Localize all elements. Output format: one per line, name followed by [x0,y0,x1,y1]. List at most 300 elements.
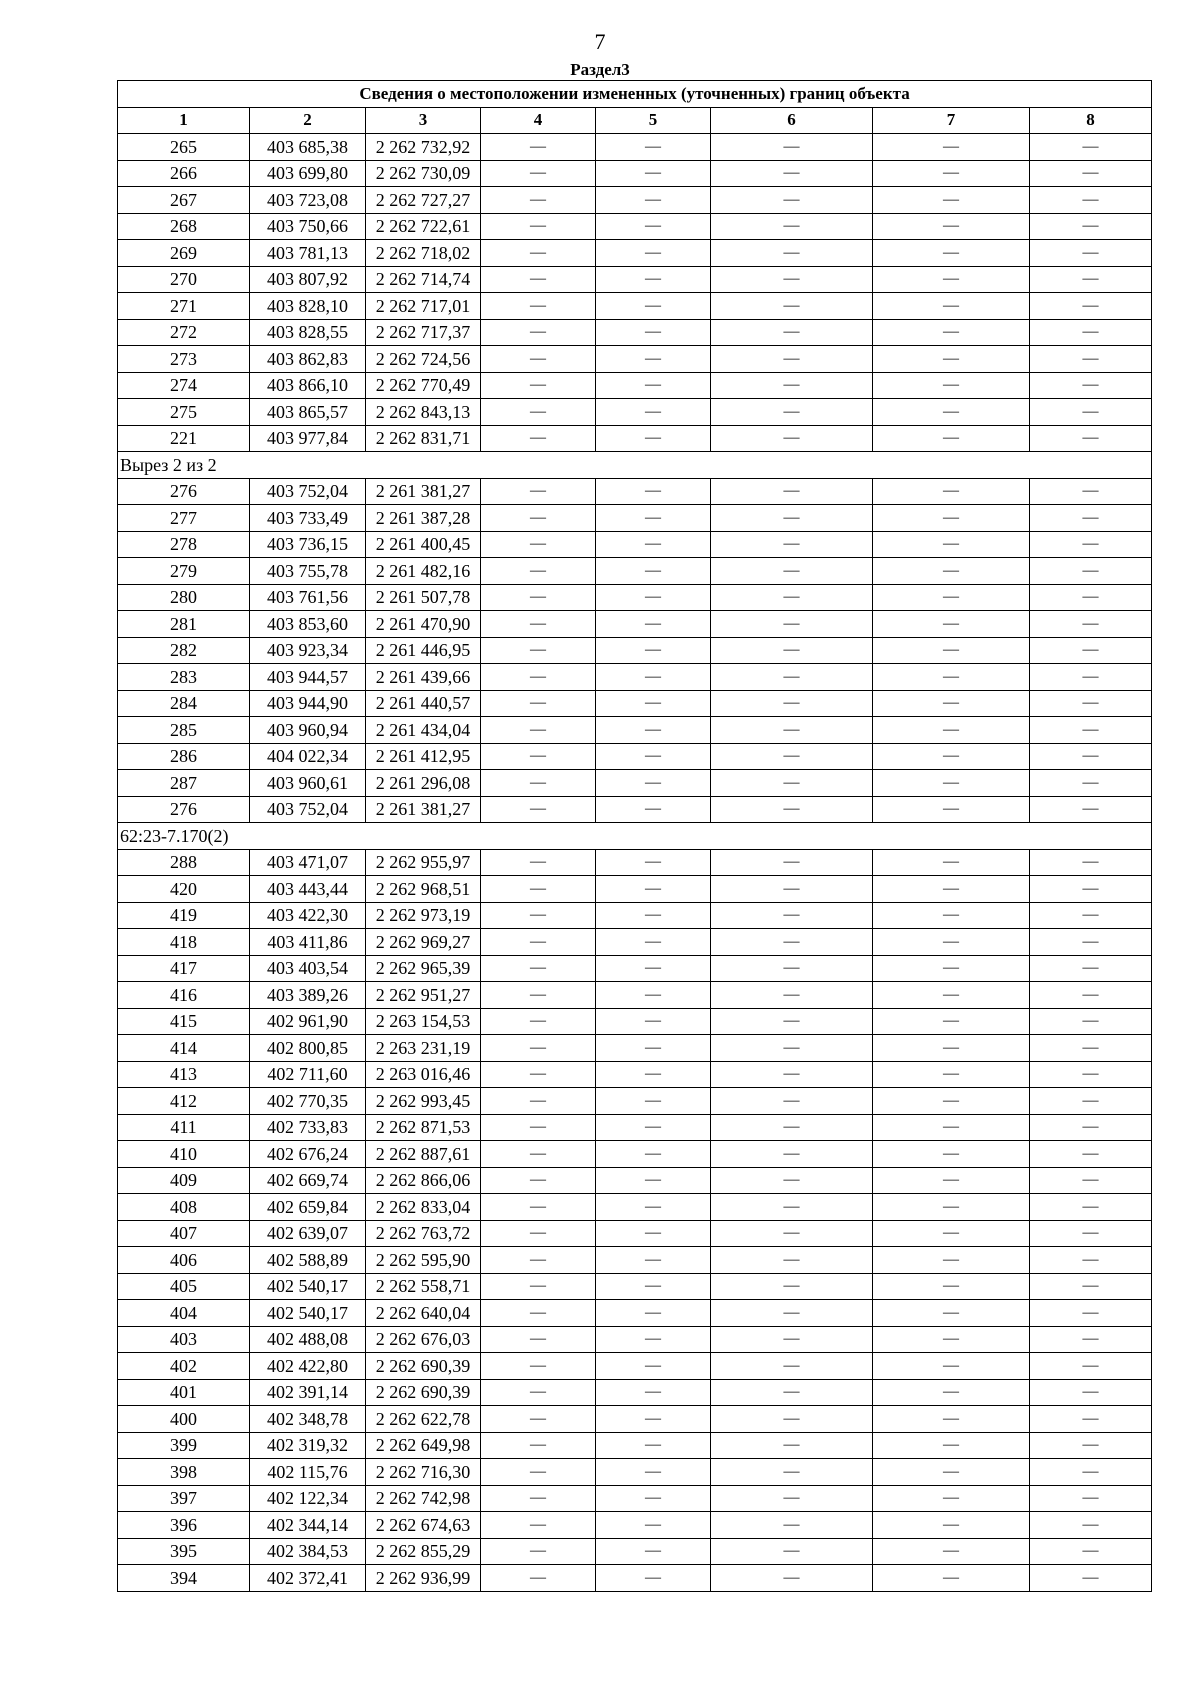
column-4-dash-cell: — [481,1353,596,1380]
column-4-dash-cell: — [481,240,596,267]
x-coordinate-cell: 402 422,80 [250,1353,366,1380]
column-header-1: 1 [118,107,250,134]
x-coordinate-cell: 403 853,60 [250,611,366,638]
column-7-dash-cell: — [873,1512,1030,1539]
column-6-dash-cell: — [711,1088,873,1115]
column-7-dash-cell: — [873,1167,1030,1194]
point-number-cell: 414 [118,1035,250,1062]
column-7-dash-cell: — [873,425,1030,452]
point-number-cell: 265 [118,134,250,161]
column-4-dash-cell: — [481,611,596,638]
column-7-dash-cell: — [873,611,1030,638]
column-7-dash-cell: — [873,346,1030,373]
x-coordinate-cell: 402 669,74 [250,1167,366,1194]
x-coordinate-cell: 403 865,57 [250,399,366,426]
table-row [118,1379,1152,1406]
table-row [118,902,1152,929]
column-4-dash-cell: — [481,1114,596,1141]
column-5-dash-cell: — [596,240,711,267]
column-header-row [118,107,1152,134]
column-5-dash-cell: — [596,531,711,558]
column-5-dash-cell: — [596,505,711,532]
column-6-dash-cell: — [711,293,873,320]
table-row [118,1008,1152,1035]
column-8-dash-cell: — [1030,849,1152,876]
column-4-dash-cell: — [481,134,596,161]
point-number-cell: 286 [118,743,250,770]
x-coordinate-cell: 402 659,84 [250,1194,366,1221]
point-number-cell: 420 [118,876,250,903]
x-coordinate-cell: 403 389,26 [250,982,366,1009]
column-4-dash-cell: — [481,955,596,982]
column-4-dash-cell: — [481,1220,596,1247]
column-6-dash-cell: — [711,955,873,982]
column-7-dash-cell: — [873,1353,1030,1380]
column-5-dash-cell: — [596,1512,711,1539]
column-7-dash-cell: — [873,1432,1030,1459]
column-5-dash-cell: — [596,1247,711,1274]
table-row [118,1459,1152,1486]
column-6-dash-cell: — [711,1247,873,1274]
x-coordinate-cell: 402 711,60 [250,1061,366,1088]
table-row [118,770,1152,797]
column-8-dash-cell: — [1030,478,1152,505]
y-coordinate-cell: 2 262 763,72 [366,1220,481,1247]
column-6-dash-cell: — [711,743,873,770]
x-coordinate-cell: 402 588,89 [250,1247,366,1274]
column-8-dash-cell: — [1030,160,1152,187]
column-4-dash-cell: — [481,558,596,585]
column-5-dash-cell: — [596,1326,711,1353]
column-6-dash-cell: — [711,346,873,373]
point-number-cell: 398 [118,1459,250,1486]
column-8-dash-cell: — [1030,346,1152,373]
column-4-dash-cell: — [481,399,596,426]
y-coordinate-cell: 2 262 714,74 [366,266,481,293]
y-coordinate-cell: 2 262 831,71 [366,425,481,452]
point-number-cell: 267 [118,187,250,214]
column-6-dash-cell: — [711,1008,873,1035]
table-row [118,1353,1152,1380]
column-6-dash-cell: — [711,1273,873,1300]
x-coordinate-cell: 402 733,83 [250,1114,366,1141]
column-7-dash-cell: — [873,1035,1030,1062]
y-coordinate-cell: 2 262 833,04 [366,1194,481,1221]
column-header-6: 6 [711,107,873,134]
column-5-dash-cell: — [596,1432,711,1459]
table-row [118,717,1152,744]
column-4-dash-cell: — [481,982,596,1009]
column-6-dash-cell: — [711,690,873,717]
point-number-cell: 285 [118,717,250,744]
y-coordinate-cell: 2 262 718,02 [366,240,481,267]
column-7-dash-cell: — [873,293,1030,320]
column-6-dash-cell: — [711,266,873,293]
column-8-dash-cell: — [1030,982,1152,1009]
column-6-dash-cell: — [711,1485,873,1512]
x-coordinate-cell: 402 319,32 [250,1432,366,1459]
column-6-dash-cell: — [711,187,873,214]
column-7-dash-cell: — [873,876,1030,903]
column-6-dash-cell: — [711,1141,873,1168]
column-5-dash-cell: — [596,955,711,982]
column-8-dash-cell: — [1030,1247,1152,1274]
column-7-dash-cell: — [873,902,1030,929]
column-4-dash-cell: — [481,1300,596,1327]
table-row [118,266,1152,293]
table-row [118,1114,1152,1141]
column-4-dash-cell: — [481,1008,596,1035]
column-header-5: 5 [596,107,711,134]
group-label: Вырез 2 из 2 [118,452,1152,479]
column-4-dash-cell: — [481,1406,596,1433]
y-coordinate-cell: 2 262 742,98 [366,1485,481,1512]
column-4-dash-cell: — [481,1379,596,1406]
column-6-dash-cell: — [711,1512,873,1539]
column-6-dash-cell: — [711,1379,873,1406]
x-coordinate-cell: 403 733,49 [250,505,366,532]
column-4-dash-cell: — [481,1088,596,1115]
column-4-dash-cell: — [481,743,596,770]
column-5-dash-cell: — [596,1459,711,1486]
column-7-dash-cell: — [873,1300,1030,1327]
x-coordinate-cell: 403 828,55 [250,319,366,346]
y-coordinate-cell: 2 262 732,92 [366,134,481,161]
point-number-cell: 276 [118,796,250,823]
point-number-cell: 410 [118,1141,250,1168]
table-row [118,796,1152,823]
x-coordinate-cell: 403 960,94 [250,717,366,744]
column-4-dash-cell: — [481,584,596,611]
column-6-dash-cell: — [711,584,873,611]
x-coordinate-cell: 403 723,08 [250,187,366,214]
column-8-dash-cell: — [1030,399,1152,426]
y-coordinate-cell: 2 262 622,78 [366,1406,481,1433]
column-7-dash-cell: — [873,399,1030,426]
column-7-dash-cell: — [873,637,1030,664]
x-coordinate-cell: 403 761,56 [250,584,366,611]
coordinates-table [117,80,1152,1592]
column-4-dash-cell: — [481,1194,596,1221]
column-4-dash-cell: — [481,1326,596,1353]
x-coordinate-cell: 402 800,85 [250,1035,366,1062]
column-4-dash-cell: — [481,1167,596,1194]
column-5-dash-cell: — [596,399,711,426]
column-4-dash-cell: — [481,187,596,214]
point-number-cell: 276 [118,478,250,505]
y-coordinate-cell: 2 261 434,04 [366,717,481,744]
column-8-dash-cell: — [1030,876,1152,903]
column-8-dash-cell: — [1030,1485,1152,1512]
table-row [118,160,1152,187]
point-number-cell: 394 [118,1565,250,1592]
point-number-cell: 407 [118,1220,250,1247]
column-8-dash-cell: — [1030,690,1152,717]
table-row [118,478,1152,505]
table-row [118,1432,1152,1459]
column-6-dash-cell: — [711,902,873,929]
column-5-dash-cell: — [596,611,711,638]
y-coordinate-cell: 2 261 482,16 [366,558,481,585]
column-5-dash-cell: — [596,1114,711,1141]
table-row [118,1061,1152,1088]
table-row [118,319,1152,346]
point-number-cell: 271 [118,293,250,320]
x-coordinate-cell: 403 944,90 [250,690,366,717]
column-4-dash-cell: — [481,1273,596,1300]
table-title: Сведения о местоположении измененных (уточненных) границ объекта [118,81,1152,108]
column-7-dash-cell: — [873,1485,1030,1512]
x-coordinate-cell: 402 676,24 [250,1141,366,1168]
y-coordinate-cell: 2 262 716,30 [366,1459,481,1486]
point-number-cell: 411 [118,1114,250,1141]
x-coordinate-cell: 403 807,92 [250,266,366,293]
x-coordinate-cell: 403 443,44 [250,876,366,903]
table-row [118,293,1152,320]
x-coordinate-cell: 402 770,35 [250,1088,366,1115]
point-number-cell: 221 [118,425,250,452]
column-5-dash-cell: — [596,982,711,1009]
column-7-dash-cell: — [873,531,1030,558]
column-8-dash-cell: — [1030,213,1152,240]
point-number-cell: 412 [118,1088,250,1115]
column-8-dash-cell: — [1030,1326,1152,1353]
column-5-dash-cell: — [596,1061,711,1088]
column-6-dash-cell: — [711,160,873,187]
column-4-dash-cell: — [481,1485,596,1512]
table-row [118,1035,1152,1062]
y-coordinate-cell: 2 262 951,27 [366,982,481,1009]
column-6-dash-cell: — [711,531,873,558]
column-5-dash-cell: — [596,425,711,452]
x-coordinate-cell: 403 944,57 [250,664,366,691]
column-8-dash-cell: — [1030,1565,1152,1592]
point-number-cell: 288 [118,849,250,876]
point-number-cell: 268 [118,213,250,240]
column-8-dash-cell: — [1030,743,1152,770]
x-coordinate-cell: 403 750,66 [250,213,366,240]
column-6-dash-cell: — [711,1194,873,1221]
column-7-dash-cell: — [873,1379,1030,1406]
column-7-dash-cell: — [873,1326,1030,1353]
table-row [118,637,1152,664]
column-8-dash-cell: — [1030,717,1152,744]
column-7-dash-cell: — [873,849,1030,876]
column-4-dash-cell: — [481,1459,596,1486]
table-row [118,1273,1152,1300]
column-4-dash-cell: — [481,293,596,320]
column-5-dash-cell: — [596,1141,711,1168]
table-row [118,1088,1152,1115]
column-6-dash-cell: — [711,664,873,691]
column-6-dash-cell: — [711,558,873,585]
y-coordinate-cell: 2 261 381,27 [366,796,481,823]
column-6-dash-cell: — [711,213,873,240]
y-coordinate-cell: 2 262 855,29 [366,1538,481,1565]
x-coordinate-cell: 402 488,08 [250,1326,366,1353]
table-row [118,558,1152,585]
table-row [118,399,1152,426]
point-number-cell: 274 [118,372,250,399]
y-coordinate-cell: 2 261 400,45 [366,531,481,558]
x-coordinate-cell: 403 866,10 [250,372,366,399]
column-7-dash-cell: — [873,1088,1030,1115]
column-6-dash-cell: — [711,319,873,346]
column-7-dash-cell: — [873,584,1030,611]
column-7-dash-cell: — [873,1247,1030,1274]
y-coordinate-cell: 2 261 439,66 [366,664,481,691]
point-number-cell: 404 [118,1300,250,1327]
column-5-dash-cell: — [596,1088,711,1115]
point-number-cell: 269 [118,240,250,267]
column-7-dash-cell: — [873,558,1030,585]
table-row [118,584,1152,611]
column-4-dash-cell: — [481,531,596,558]
point-number-cell: 272 [118,319,250,346]
y-coordinate-cell: 2 262 558,71 [366,1273,481,1300]
column-7-dash-cell: — [873,796,1030,823]
point-number-cell: 284 [118,690,250,717]
column-4-dash-cell: — [481,1035,596,1062]
section-label: Раздел3 [570,60,630,79]
point-number-cell: 399 [118,1432,250,1459]
column-8-dash-cell: — [1030,240,1152,267]
x-coordinate-cell: 402 115,76 [250,1459,366,1486]
x-coordinate-cell: 403 411,86 [250,929,366,956]
column-7-dash-cell: — [873,1141,1030,1168]
x-coordinate-cell: 403 923,34 [250,637,366,664]
column-6-dash-cell: — [711,1538,873,1565]
x-coordinate-cell: 403 752,04 [250,478,366,505]
table-row [118,1300,1152,1327]
table-row [118,1565,1152,1592]
column-6-dash-cell: — [711,1406,873,1433]
column-4-dash-cell: — [481,1512,596,1539]
column-5-dash-cell: — [596,717,711,744]
table-row [118,690,1152,717]
column-7-dash-cell: — [873,1406,1030,1433]
page-number: 7 [594,29,606,54]
table-row [118,876,1152,903]
column-5-dash-cell: — [596,1406,711,1433]
x-coordinate-cell: 403 828,10 [250,293,366,320]
table-row [118,505,1152,532]
column-6-dash-cell: — [711,505,873,532]
column-7-dash-cell: — [873,1538,1030,1565]
column-6-dash-cell: — [711,1035,873,1062]
column-6-dash-cell: — [711,425,873,452]
x-coordinate-cell: 403 736,15 [250,531,366,558]
column-4-dash-cell: — [481,717,596,744]
y-coordinate-cell: 2 262 724,56 [366,346,481,373]
column-7-dash-cell: — [873,1220,1030,1247]
column-4-dash-cell: — [481,160,596,187]
point-number-cell: 418 [118,929,250,956]
column-8-dash-cell: — [1030,637,1152,664]
x-coordinate-cell: 404 022,34 [250,743,366,770]
column-8-dash-cell: — [1030,1538,1152,1565]
point-number-cell: 270 [118,266,250,293]
column-8-dash-cell: — [1030,1379,1152,1406]
column-5-dash-cell: — [596,1008,711,1035]
y-coordinate-cell: 2 262 676,03 [366,1326,481,1353]
column-8-dash-cell: — [1030,1220,1152,1247]
point-number-cell: 402 [118,1353,250,1380]
group-label: 62:23-7.170(2) [118,823,1152,850]
column-7-dash-cell: — [873,770,1030,797]
column-8-dash-cell: — [1030,611,1152,638]
point-number-cell: 416 [118,982,250,1009]
column-5-dash-cell: — [596,558,711,585]
column-8-dash-cell: — [1030,372,1152,399]
column-5-dash-cell: — [596,1565,711,1592]
column-5-dash-cell: — [596,266,711,293]
y-coordinate-cell: 2 262 969,27 [366,929,481,956]
column-8-dash-cell: — [1030,955,1152,982]
point-number-cell: 417 [118,955,250,982]
column-5-dash-cell: — [596,1300,711,1327]
x-coordinate-cell: 403 862,83 [250,346,366,373]
point-number-cell: 275 [118,399,250,426]
x-coordinate-cell: 402 372,41 [250,1565,366,1592]
x-coordinate-cell: 402 540,17 [250,1300,366,1327]
y-coordinate-cell: 2 261 446,95 [366,637,481,664]
column-8-dash-cell: — [1030,1167,1152,1194]
table-row [118,187,1152,214]
column-6-dash-cell: — [711,1353,873,1380]
column-5-dash-cell: — [596,1538,711,1565]
column-5-dash-cell: — [596,134,711,161]
column-4-dash-cell: — [481,1538,596,1565]
column-6-dash-cell: — [711,717,873,744]
column-6-dash-cell: — [711,1432,873,1459]
table-row [118,1538,1152,1565]
column-header-8: 8 [1030,107,1152,134]
column-6-dash-cell: — [711,982,873,1009]
column-7-dash-cell: — [873,266,1030,293]
column-6-dash-cell: — [711,876,873,903]
y-coordinate-cell: 2 262 993,45 [366,1088,481,1115]
table-row [118,1247,1152,1274]
column-7-dash-cell: — [873,478,1030,505]
y-coordinate-cell: 2 262 727,27 [366,187,481,214]
table-row [118,1485,1152,1512]
column-4-dash-cell: — [481,505,596,532]
table-row [118,1406,1152,1433]
point-number-cell: 395 [118,1538,250,1565]
column-8-dash-cell: — [1030,929,1152,956]
column-7-dash-cell: — [873,134,1030,161]
column-7-dash-cell: — [873,319,1030,346]
table-row [118,664,1152,691]
column-5-dash-cell: — [596,664,711,691]
column-7-dash-cell: — [873,1459,1030,1486]
column-4-dash-cell: — [481,929,596,956]
y-coordinate-cell: 2 261 507,78 [366,584,481,611]
y-coordinate-cell: 2 261 387,28 [366,505,481,532]
point-number-cell: 400 [118,1406,250,1433]
column-8-dash-cell: — [1030,266,1152,293]
column-6-dash-cell: — [711,849,873,876]
y-coordinate-cell: 2 262 955,97 [366,849,481,876]
column-8-dash-cell: — [1030,425,1152,452]
x-coordinate-cell: 403 403,54 [250,955,366,982]
table-row [118,1220,1152,1247]
column-4-dash-cell: — [481,425,596,452]
y-coordinate-cell: 2 262 717,01 [366,293,481,320]
column-8-dash-cell: — [1030,531,1152,558]
column-6-dash-cell: — [711,1565,873,1592]
